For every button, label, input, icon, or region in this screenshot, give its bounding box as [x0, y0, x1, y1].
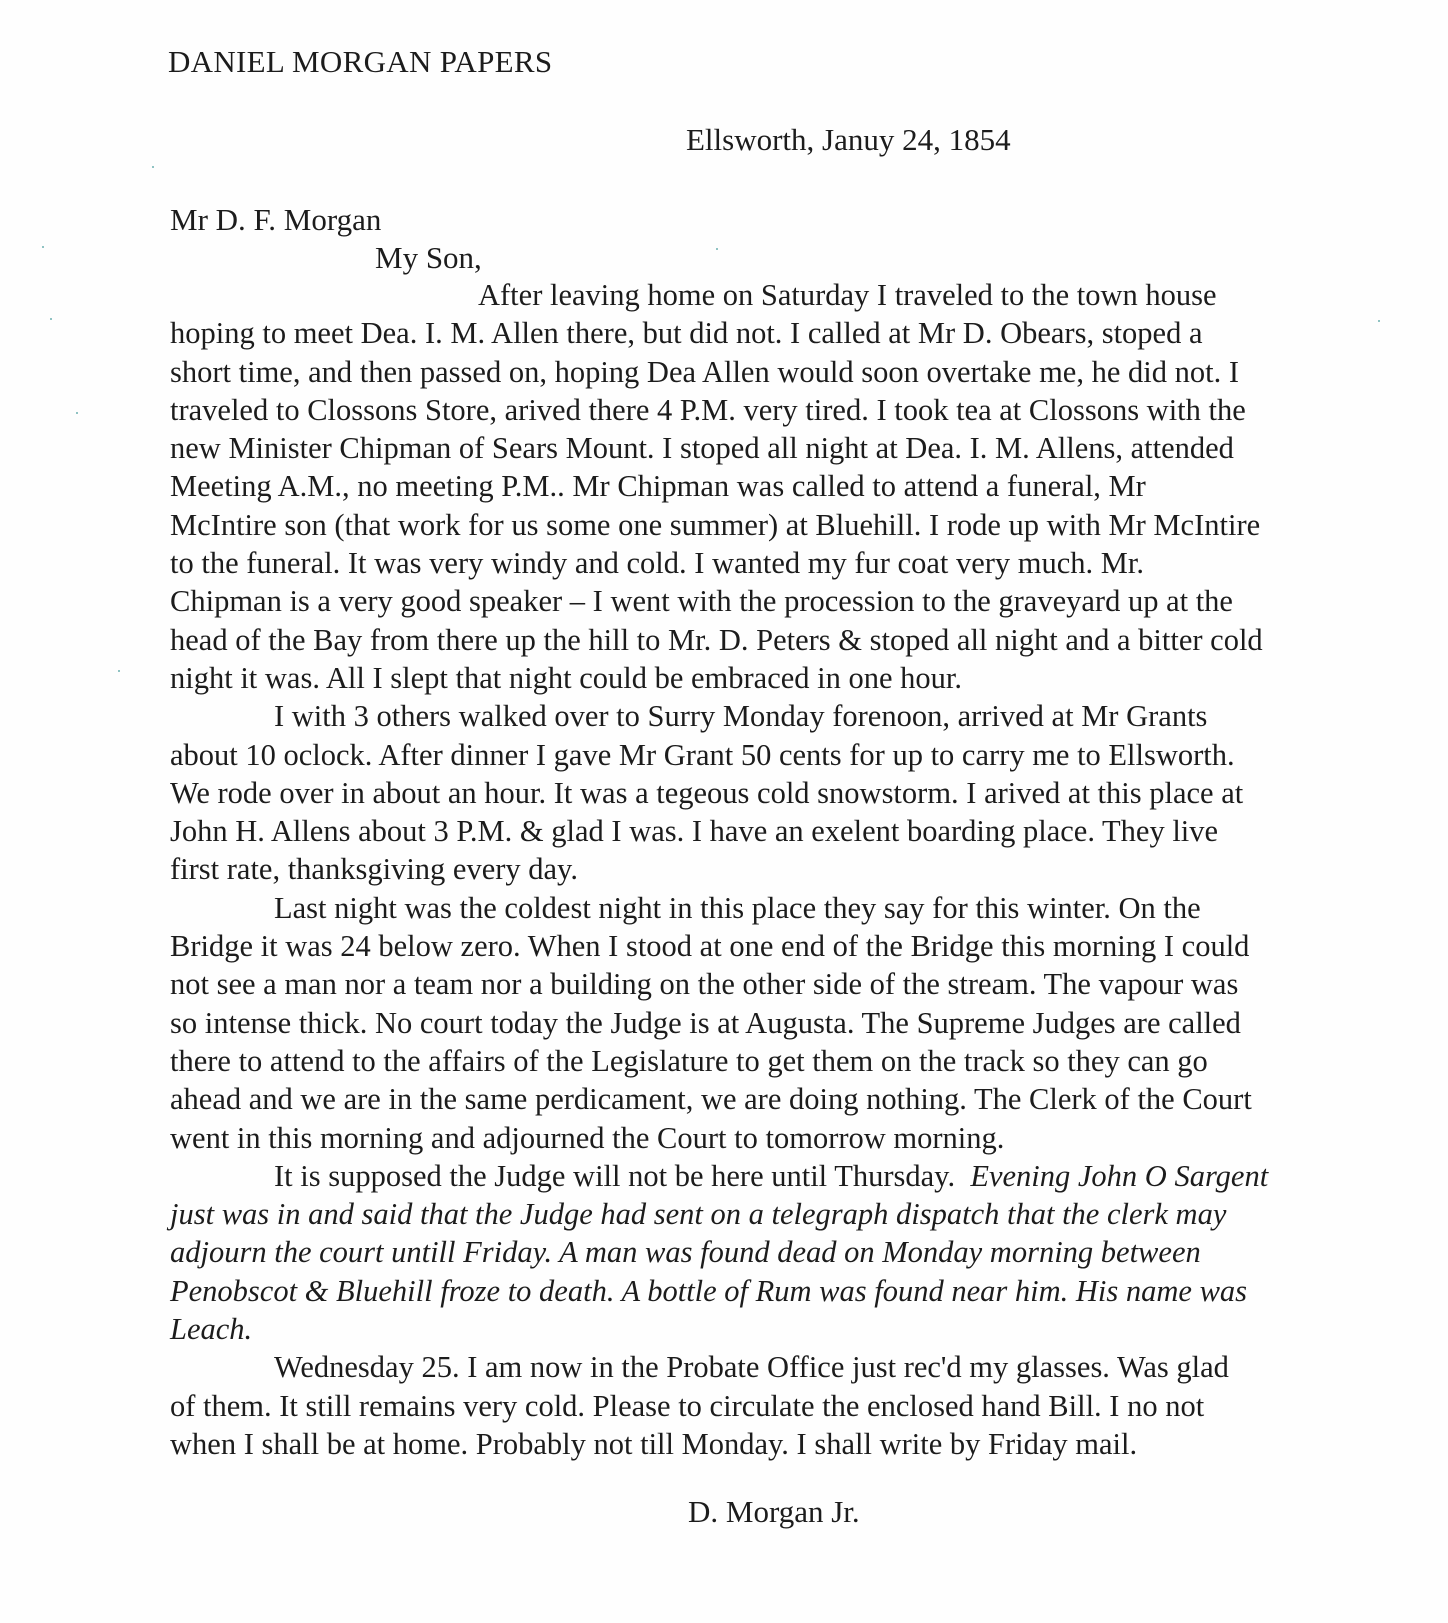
- scan-speck: [152, 166, 154, 168]
- body-line: about 10 oclock. After dinner I gave Mr Grant 50 cents for up to carry me to Ellsworth.: [170, 737, 1235, 772]
- body-line: when I shall be at home. Probably not till Monday. I shall write by Friday mail.: [170, 1426, 1138, 1461]
- salutation: My Son,: [375, 240, 482, 275]
- body-line: ahead and we are in the same perdicament, we are doing nothing. The Clerk of the Court: [170, 1082, 1252, 1117]
- signature: D. Morgan Jr.: [688, 1494, 860, 1529]
- body-line-italic: Penobscot & Bluehill froze to death. A bottle of Rum was found near him. His name was: [170, 1273, 1248, 1308]
- letter-body: [170, 276, 1410, 1463]
- body-line: traveled to Clossons Store, arived there 4 P.M. very tired. I took tea at Clossons with the: [170, 392, 1246, 427]
- body-line-mixed: [170, 1157, 1410, 1195]
- body-line: Chipman is a very good speaker – I went with the procession to the graveyard up at the: [170, 584, 1233, 619]
- scan-speck: [76, 412, 78, 414]
- body-line: John H. Allens about 3 P.M. & glad I was. I have an exelent boarding place. They live: [170, 814, 1219, 849]
- body-line-italic: adjourn the court untill Friday. A man was found dead on Monday morning between: [170, 1235, 1201, 1270]
- body-line: Wednesday 25. I am now in the Probate Office just rec'd my glasses. Was glad: [274, 1350, 1229, 1385]
- addressee: Mr D. F. Morgan: [170, 202, 382, 237]
- scan-speck: [1378, 320, 1380, 322]
- scan-speck: [118, 670, 120, 672]
- body-text-roman: It is supposed the Judge will not be here until Thursday.: [274, 1158, 956, 1193]
- body-line: head of the Bay from there up the hill to Mr. D. Peters & stoped all night and a bitter cold: [170, 622, 1263, 657]
- body-line: so intense thick. No court today the Judge is at Augusta. The Supreme Judges are called: [170, 1005, 1241, 1040]
- scan-speck: [42, 246, 44, 248]
- body-line: new Minister Chipman of Sears Mount. I stoped all night at Dea. I. M. Allens, attended: [170, 431, 1234, 466]
- body-line: went in this morning and adjourned the Court to tomorrow morning.: [170, 1120, 1005, 1155]
- body-line: night it was. All I slept that night could be embraced in one hour.: [170, 660, 963, 695]
- body-line: After leaving home on Saturday I traveled to the town house: [478, 278, 1217, 312]
- body-line: I with 3 others walked over to Surry Monday forenoon, arrived at Mr Grants: [274, 699, 1208, 734]
- body-line: Last night was the coldest night in this place they say for this winter. On the: [274, 890, 1201, 925]
- body-line: there to attend to the affairs of the Legislature to get them on the track so they can go: [170, 1043, 1208, 1078]
- body-line: hoping to meet Dea. I. M. Allen there, but did not. I called at Mr D. Obears, stoped a: [170, 316, 1203, 351]
- body-line-italic: just was in and said that the Judge had sent on a telegraph dispatch that the clerk may: [170, 1197, 1227, 1232]
- scan-speck: [716, 248, 718, 250]
- place-date: Ellsworth, Januy 24, 1854: [686, 122, 1011, 157]
- body-line: first rate, thanksgiving every day.: [170, 852, 578, 887]
- body-line: of them. It still remains very cold. Please to circulate the enclosed hand Bill. I no not: [170, 1388, 1205, 1423]
- body-text-italic: Evening John O Sargent: [970, 1158, 1269, 1193]
- body-line: Meeting A.M., no meeting P.M.. Mr Chipman was called to attend a funeral, Mr: [170, 469, 1146, 504]
- body-line: short time, and then passed on, hoping Dea Allen would soon overtake me, he did not. I: [170, 354, 1239, 389]
- body-line: not see a man nor a team nor a building on the other side of the stream. The vapour was: [170, 967, 1239, 1002]
- collection-title: DANIEL MORGAN PAPERS: [168, 44, 553, 79]
- body-line: Bridge it was 24 below zero. When I stood at one end of the Bridge this morning I could: [170, 929, 1250, 964]
- body-line: We rode over in about an hour. It was a tegeous cold snowstorm. I arived at this place at: [170, 775, 1244, 810]
- body-line: McIntire son (that work for us some one summer) at Bluehill. I rode up with Mr McIntire: [170, 507, 1261, 542]
- body-line: to the funeral. It was very windy and cold. I wanted my fur coat very much. Mr.: [170, 546, 1145, 581]
- body-line-italic: Leach.: [170, 1312, 253, 1347]
- scan-speck: [50, 318, 52, 320]
